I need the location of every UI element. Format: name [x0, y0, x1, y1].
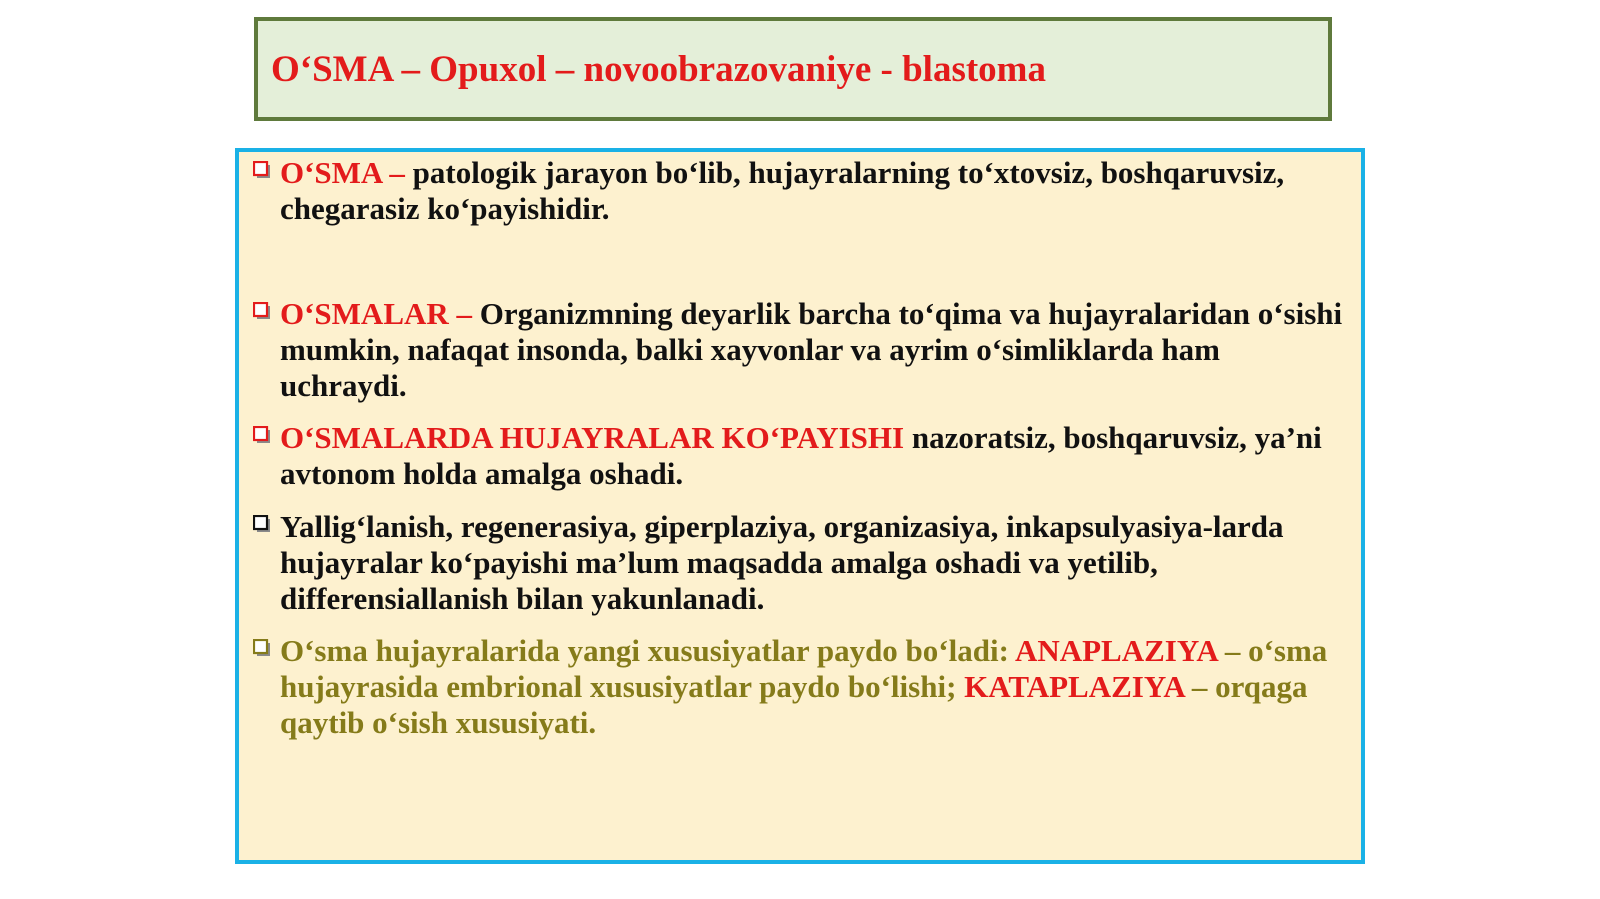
square-bullet-icon [253, 639, 271, 657]
definition-kopayishi: nazoratsiz, boshqaruvsiz, ya’ni avtonom holda amalga oshadi. [280, 420, 1322, 491]
slide-content-box [235, 148, 1365, 864]
bullet-item-text [280, 633, 1353, 741]
bullet-item-text: Yallig‘lanish, regenerasiya, giperplaziya, organizasiya, inkapsulyasiya-larda hujayralar ko‘payishi ma’lum maqsadda amalga oshadi va yetilib, differensiallanish bilan yakunlanadi. [280, 509, 1284, 616]
square-bullet-icon [253, 515, 271, 533]
anaplaziya-intro: O‘sma hujayralarida yangi xususiyatlar paydo bo‘ladi: [280, 633, 1015, 668]
bullet-item-anaplaziya [253, 633, 1353, 741]
bullet-item-kopayishi [253, 420, 1353, 492]
term-osmalar: O‘SMALAR – [280, 296, 480, 331]
term-kopayishi: O‘SMALARDA HUJAYRALAR KO‘PAYISHI [280, 420, 912, 455]
square-bullet-icon [253, 302, 271, 320]
slide-title: O‘SMA – Opuxol – novoobrazovaniye - blastoma [271, 48, 1046, 90]
square-bullet-icon [253, 161, 271, 179]
slide-title-box [254, 17, 1332, 121]
term-osma: O‘SMA – [280, 155, 413, 190]
term-kataplaziya: KATAPLAZIYA [964, 669, 1185, 704]
square-bullet-icon [253, 426, 271, 444]
bullet-item-osmalar [253, 296, 1353, 404]
definition-osma: patologik jarayon bo‘lib, hujayralarning to‘xtovsiz, boshqaruvsiz, chegarasiz ko‘payishidir. [280, 155, 1285, 226]
bullet-item-text [280, 296, 1353, 404]
bullet-item-text [280, 155, 1353, 227]
bullet-item-osma [253, 155, 1353, 227]
kataplaziya-definition: – orqaga qaytib o‘sish xususiyati. [280, 669, 1308, 740]
bullet-item-text [280, 420, 1353, 492]
anaplaziya-definition: – o‘sma hujayrasida embrional xususiyatlar paydo bo‘lishi; [280, 633, 1328, 704]
definition-osmalar: Organizmning deyarlik barcha to‘qima va hujayralaridan o‘sishi mumkin, nafaqat insonda, balki xayvonlar va ayrim o‘simliklarda ham uchraydi. [280, 296, 1343, 403]
bullet-item-yalliglanish [253, 509, 1353, 617]
term-anaplaziya: ANAPLAZIYA [1014, 633, 1218, 668]
